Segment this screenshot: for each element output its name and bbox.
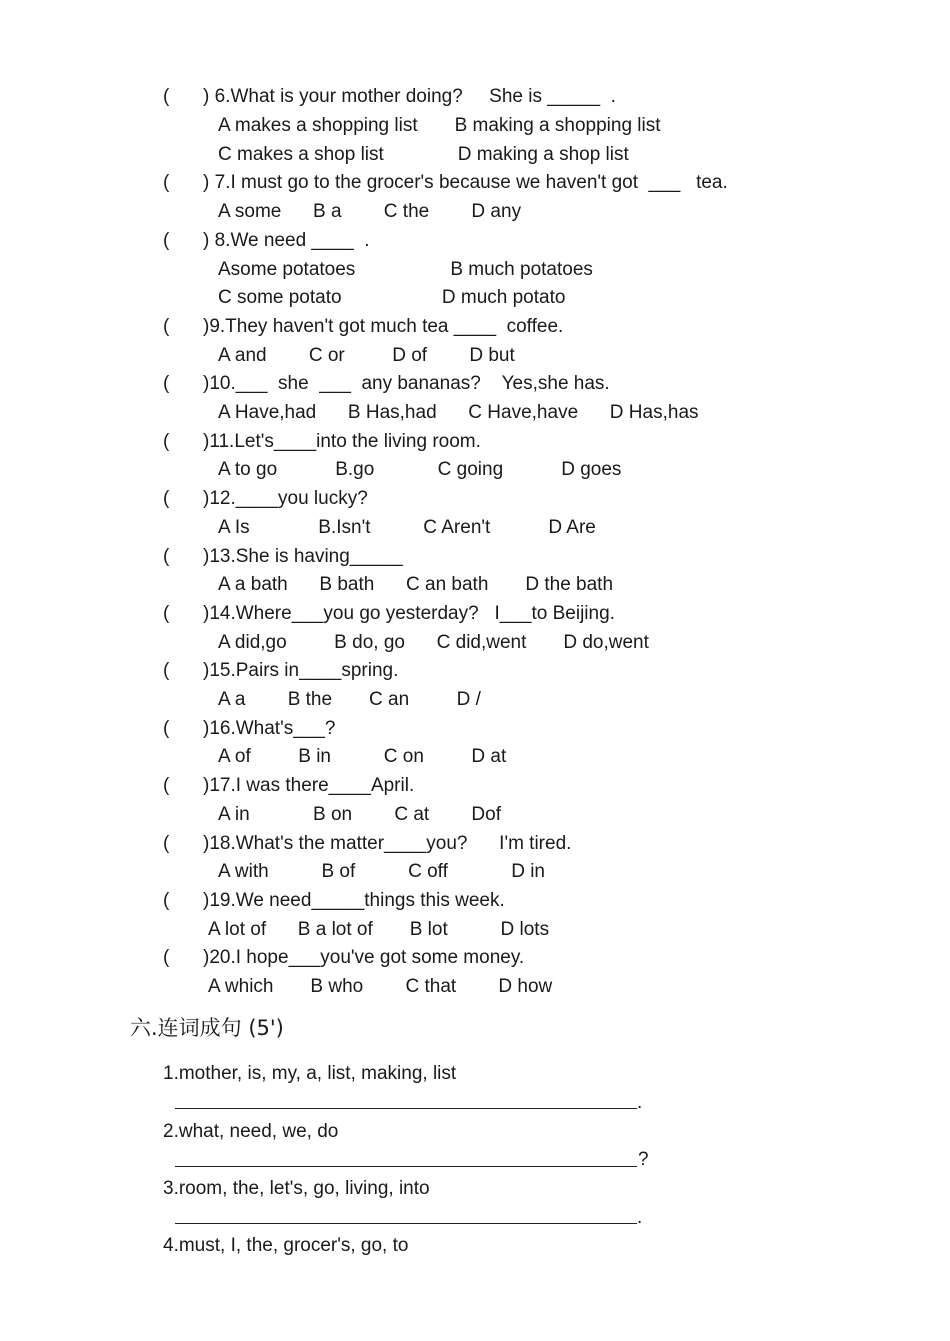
options-line: A which B who C that D how bbox=[208, 976, 553, 997]
options-line: A did,go B do, go C did,went D do,went bbox=[218, 632, 649, 653]
options-line: A lot of B a lot of B lot D lots bbox=[208, 919, 550, 940]
answer-paren: ( bbox=[163, 316, 170, 337]
options-line: A of B in C on D at bbox=[218, 746, 507, 767]
options-line: A some B a C the D any bbox=[218, 201, 522, 222]
answer-paren: ( bbox=[163, 431, 170, 452]
options-line: A with B of C off D in bbox=[218, 861, 545, 882]
question-19: )19.We need_____things this week. bbox=[203, 890, 505, 911]
question-18: )18.What's the matter____you? I'm tired. bbox=[203, 833, 572, 854]
options-line: A in B on C at Dof bbox=[218, 804, 501, 825]
answer-line-end: . bbox=[637, 1092, 643, 1113]
answer-paren: ( bbox=[163, 172, 170, 193]
question-13: )13.She is having_____ bbox=[203, 546, 403, 567]
options-line: A Is B.Isn't C Aren't D Are bbox=[218, 517, 596, 538]
question-16: )16.What's___? bbox=[203, 718, 336, 739]
options-line: A Have,had B Has,had C Have,have D Has,has bbox=[218, 402, 699, 423]
word-order-prompt-4: 4.must, I, the, grocer's, go, to bbox=[163, 1235, 409, 1256]
options-line: Asome potatoes B much potatoes bbox=[218, 259, 593, 280]
answer-paren: ( bbox=[163, 833, 170, 854]
options-line: A makes a shopping list B making a shopping list bbox=[218, 115, 661, 136]
options-line: C some potato D much potato bbox=[218, 287, 566, 308]
answer-line-2[interactable] bbox=[175, 1166, 637, 1167]
question-20: )20.I hope___you've got some money. bbox=[203, 947, 525, 968]
answer-line-1[interactable] bbox=[175, 1108, 637, 1109]
answer-line-end: ? bbox=[638, 1149, 649, 1170]
question-12: )12.____you lucky? bbox=[203, 488, 368, 509]
question-14: )14.Where___you go yesterday? I___to Beijing. bbox=[203, 603, 615, 624]
question-11: )11.Let's____into the living room. bbox=[203, 431, 481, 452]
answer-line-end: . bbox=[637, 1207, 643, 1228]
answer-paren: ( bbox=[163, 603, 170, 624]
answer-paren: ( bbox=[163, 947, 170, 968]
question-15: )15.Pairs in____spring. bbox=[203, 660, 399, 681]
answer-paren: ( bbox=[163, 890, 170, 911]
word-order-prompt-1: 1.mother, is, my, a, list, making, list bbox=[163, 1063, 457, 1084]
question-7: ) 7.I must go to the grocer's because we haven't got ___ tea. bbox=[203, 172, 728, 193]
answer-paren: ( bbox=[163, 775, 170, 796]
question-10: )10.___ she ___ any bananas? Yes,she has. bbox=[203, 373, 610, 394]
word-order-prompt-2: 2.what, need, we, do bbox=[163, 1121, 339, 1142]
answer-paren: ( bbox=[163, 488, 170, 509]
question-9: )9.They haven't got much tea ____ coffee. bbox=[203, 316, 564, 337]
answer-paren: ( bbox=[163, 718, 170, 739]
options-line: A a B the C an D / bbox=[218, 689, 481, 710]
options-line: C makes a shop list D making a shop list bbox=[218, 144, 629, 165]
question-17: )17.I was there____April. bbox=[203, 775, 415, 796]
answer-paren: ( bbox=[163, 660, 170, 681]
question-8: ) 8.We need ____ . bbox=[203, 230, 370, 251]
answer-line-3[interactable] bbox=[175, 1223, 637, 1224]
options-line: A and C or D of D but bbox=[218, 345, 515, 366]
word-order-prompt-3: 3.room, the, let's, go, living, into bbox=[163, 1178, 430, 1199]
options-line: A to go B.go C going D goes bbox=[218, 459, 622, 480]
answer-paren: ( bbox=[163, 230, 170, 251]
answer-paren: ( bbox=[163, 373, 170, 394]
section-6-title: 六.连词成句 (5') bbox=[130, 1016, 284, 1040]
question-6: ) 6.What is your mother doing? She is _____ . bbox=[203, 86, 616, 107]
answer-paren: ( bbox=[163, 546, 170, 567]
options-line: A a bath B bath C an bath D the bath bbox=[218, 574, 614, 595]
answer-paren: ( bbox=[163, 86, 170, 107]
